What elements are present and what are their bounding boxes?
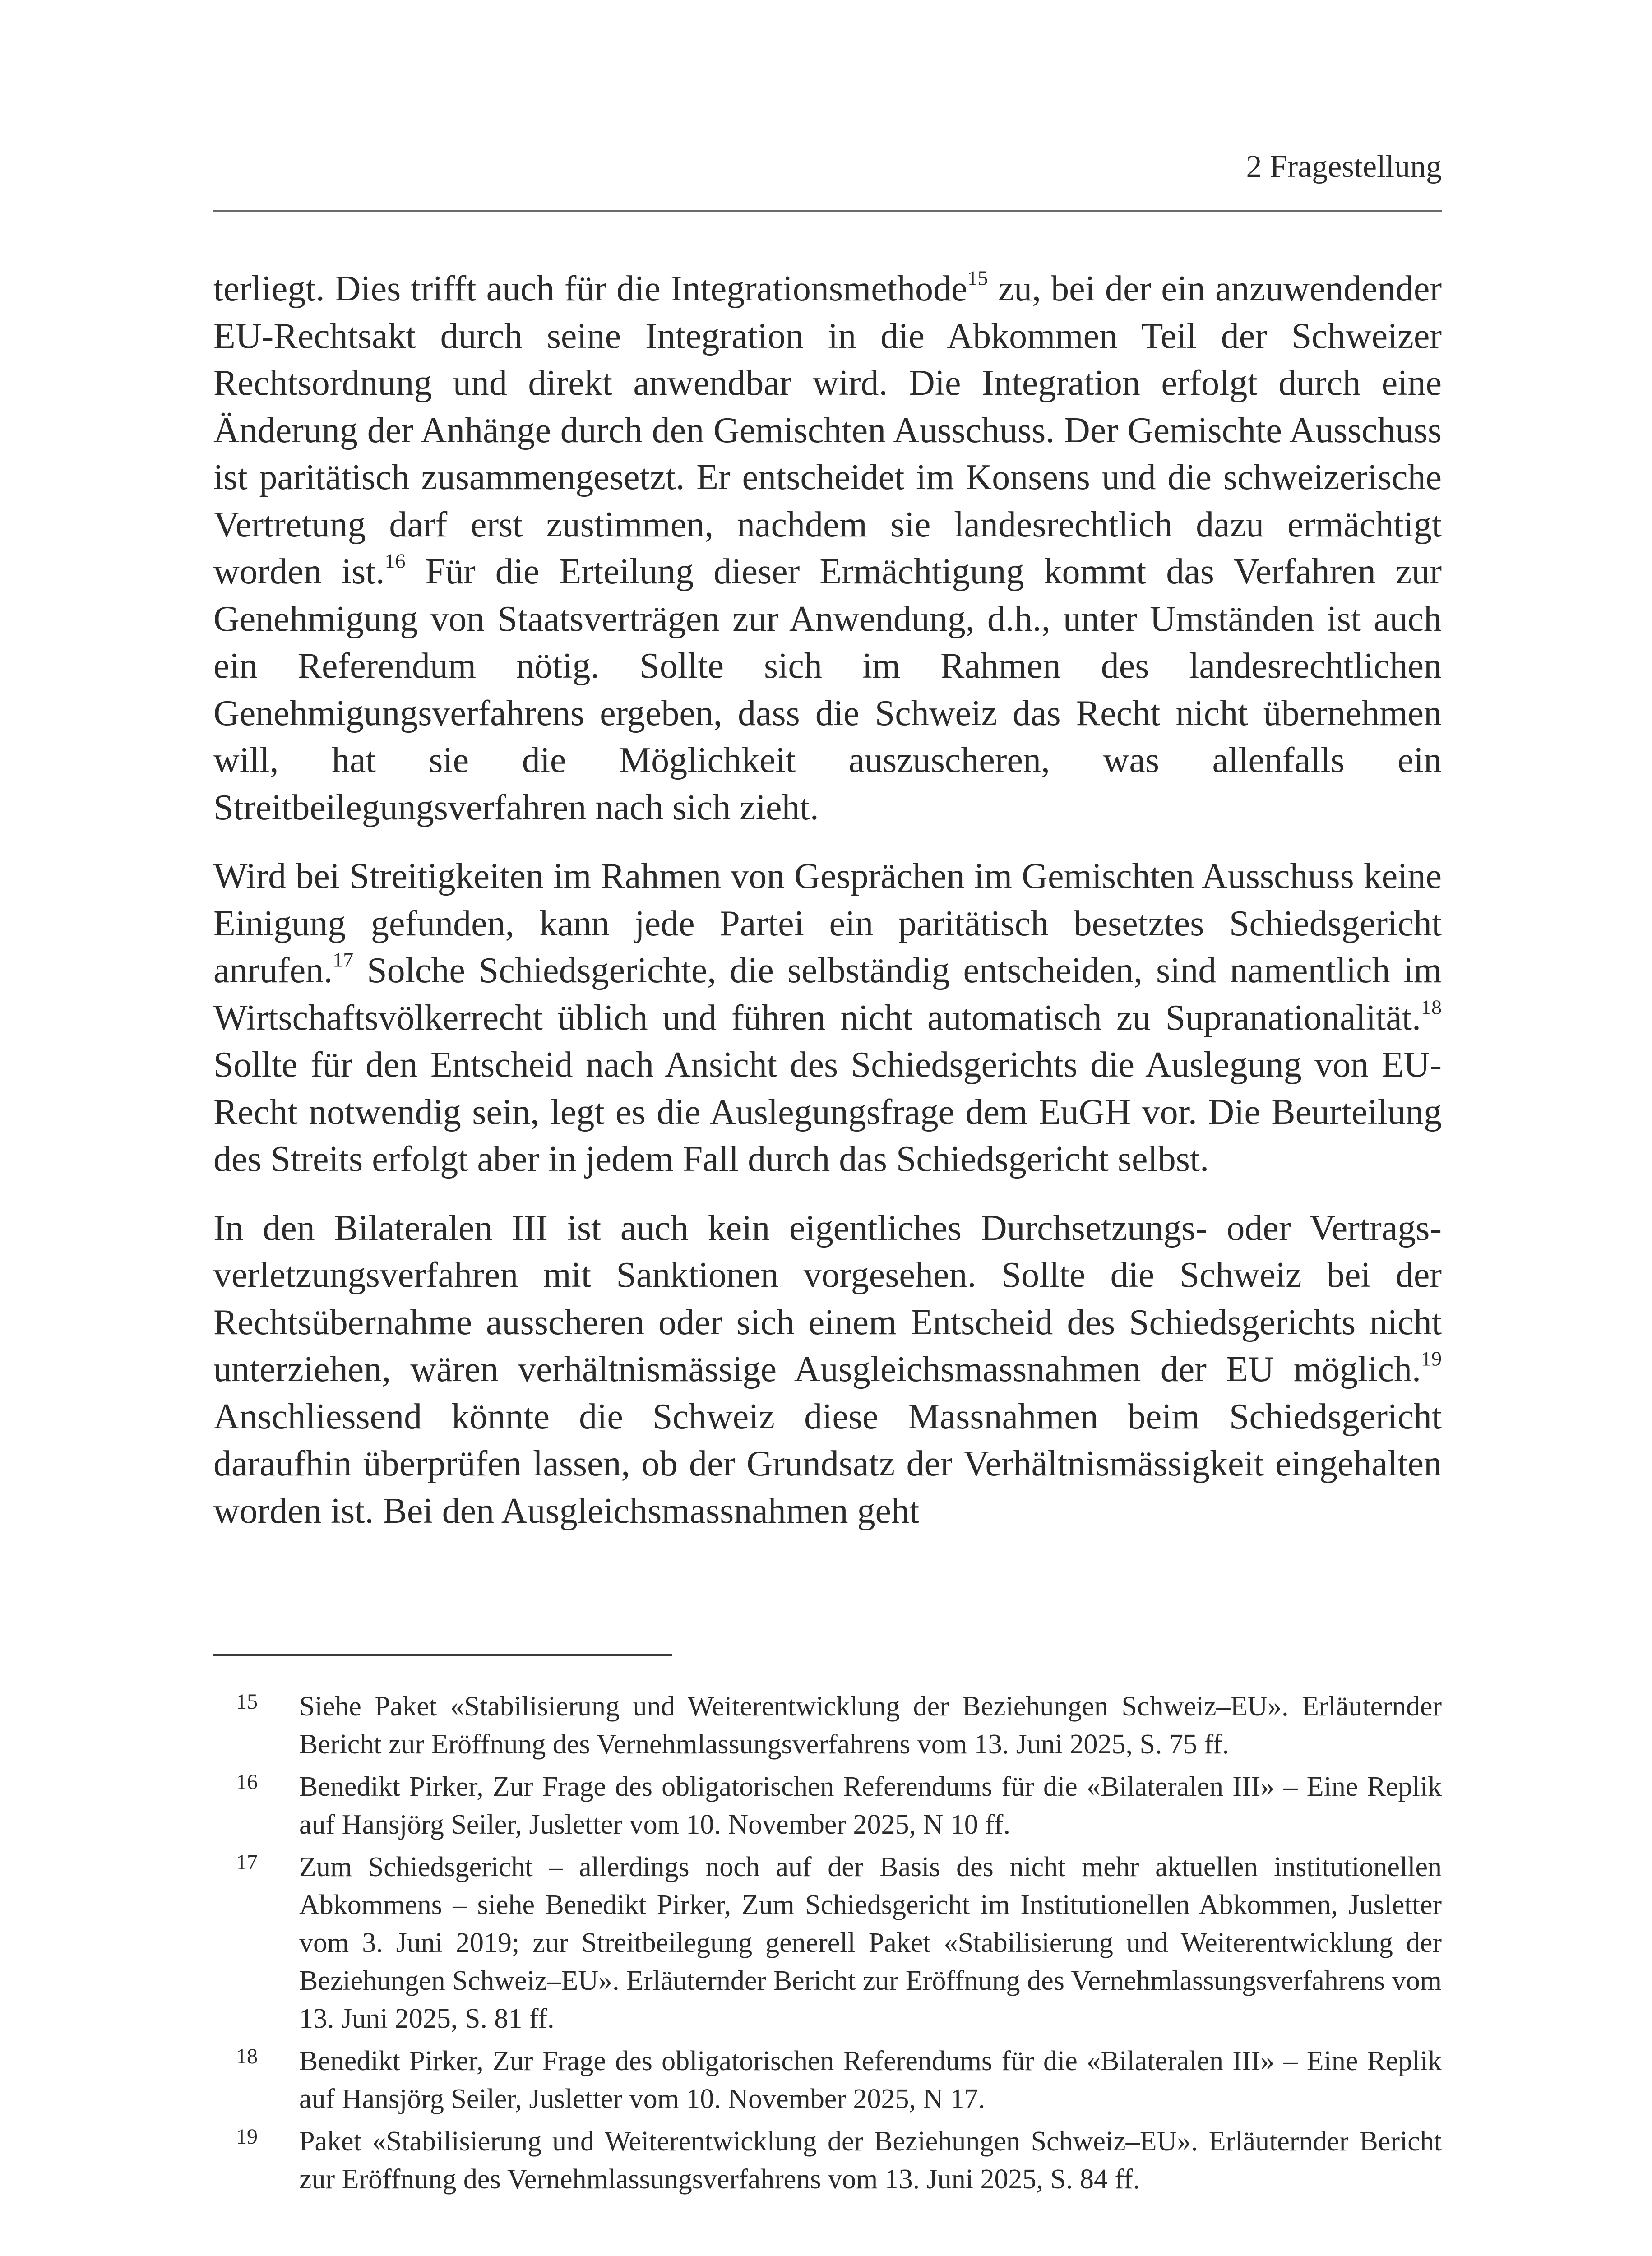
- text-run: zu, bei der ein anzuwendender EU-Rechtsakt durch seine Integration in die Abkommen Teil der Schweizer Rechtsordnung und direkt anwendbar wird. Die Integration erfolgt durch eine Änderung der Anhänge durch den Gemischten Ausschuss. Der Gemischte Ausschuss ist paritätisch zusammengesetzt. Er entscheidet im Konsens und die schweizerische Vertretung darf erst zustimmen, nachdem sie landesrechtlich dazu ermächtigt worden ist.: [213, 269, 1442, 592]
- footnote-number: 16: [236, 1770, 258, 1794]
- running-header: [213, 149, 1442, 185]
- footnote-ref-15[interactable]: 15: [967, 266, 988, 290]
- footnote-text: Paket «Stabilisierung und Weiterentwicklung der Beziehungen Schweiz–EU». Erläuternder Bericht zur Eröffnung des Vernehmlassungsverfahrens vom 13. Juni 2025, S. 84 ff.: [299, 2126, 1442, 2195]
- text-run: Wird bei Streitigkeiten im Rahmen von Gesprächen im Gemischten Ausschuss keine Einigung gefunden, kann jede Partei ein paritätisch besetztes Schiedsgericht anrufen.: [213, 856, 1442, 990]
- footnote-ref-18[interactable]: 18: [1421, 995, 1442, 1018]
- footnote-18: [213, 2042, 1442, 2118]
- footnote-number: 17: [236, 1850, 258, 1874]
- text-run: Anschliessend könnte die Schweiz diese Massnahmen beim Schiedsgericht daraufhin überprüfen lassen, ob der Grundsatz der Verhältnismässigkeit eingehalten worden ist. Bei den Ausgleichsmassnahmen geht: [213, 1396, 1442, 1531]
- footnote-text: Benedikt Pirker, Zur Frage des obligatorischen Referendums für die «Bilateralen III» – Eine Replik auf Hansjörg Seiler, Jusletter vom 10. November 2025, N 10 ff.: [299, 1771, 1442, 1840]
- text-run: In den Bilateralen III ist auch kein eigentliches Durchsetzungs- oder Vertragsverletzungsverfahren mit Sanktionen vorgesehen. Sollte die Schweiz bei der Rechtsübernahme ausscheren oder sich einem Entscheid des Schiedsgerichts nicht unterziehen, wären verhältnismässige Ausgleichsmassnahmen der EU möglich.: [213, 1208, 1442, 1389]
- footnote-text: Benedikt Pirker, Zur Frage des obligatorischen Referendums für die «Bilateralen III» – Eine Replik auf Hansjörg Seiler, Jusletter vom 10. November 2025, N 17.: [299, 2046, 1442, 2114]
- footnote-17: [213, 1848, 1442, 2038]
- footnote-divider: [213, 1654, 672, 1656]
- text-run: Solche Schiedsgerichte, die selbständig entscheiden, sind namentlich im Wirtschaftsvölkerrecht üblich und führen nicht automatisch zu Supranationalität.: [213, 951, 1442, 1038]
- text-run: Sollte für den Entscheid nach Ansicht des Schiedsgerichts die Auslegung von EU-Recht notwendig sein, legt es die Auslegungsfrage dem EuGH vor. Die Beurteilung des Streits erfolgt aber in jedem Fall durch das Schiedsgericht selbst.: [213, 1045, 1442, 1179]
- footnotes: [213, 1687, 1442, 2198]
- footnote-text: Siehe Paket «Stabilisierung und Weiterentwicklung der Beziehungen Schweiz–EU». Erläuternder Bericht zur Eröffnung des Vernehmlassungsverfahrens vom 13. Juni 2025, S. 75 ff.: [299, 1691, 1442, 1760]
- header-divider: [213, 210, 1442, 212]
- text-run: Für die Erteilung dieser Ermächtigung kommt das Verfahren zur Genehmigung von Staatsverträgen zur Anwendung, d.h., unter Umständen ist auch ein Referendum nötig. Sollte sich im Rahmen des landesrechtlichen Genehmigungsverfahrens ergeben, dass die Schweiz das Recht nicht übernehmen will, hat sie die Möglichkeit auszuscheren, was allenfalls ein Streitbeilegungsverfahren nach sich zieht.: [213, 552, 1442, 828]
- text-run: terliegt. Dies trifft auch für die Integrationsmethode: [213, 269, 967, 309]
- body-text: [213, 265, 1442, 1535]
- paragraph-2: [213, 853, 1442, 1183]
- paragraph-3: [213, 1205, 1442, 1535]
- footnote-text: Zum Schiedsgericht – allerdings noch auf der Basis des nicht mehr aktuellen institutionellen Abkommens – siehe Benedikt Pirker, Zum Schiedsgericht im Institutionellen Abkommen, Jusletter vom 3. Juni 2019; zur Streitbeilegung generell Paket «Stabilisierung und Weiterentwicklung der Beziehungen Schweiz–EU». Erläuternder Bericht zur Eröffnung des Vernehmlassungsverfahrens vom 13. Juni 2025, S. 81 ff.: [299, 1852, 1442, 2034]
- footnote-number: 19: [236, 2125, 258, 2149]
- footnote-15: [213, 1687, 1442, 1763]
- footnote-16: [213, 1768, 1442, 1844]
- footnote-ref-19[interactable]: 19: [1421, 1347, 1442, 1370]
- paragraph-1: [213, 265, 1442, 831]
- header-title: 2 Fragestellung: [1246, 149, 1442, 184]
- footnote-number: 15: [236, 1690, 258, 1714]
- footnote-ref-17[interactable]: 17: [333, 948, 354, 971]
- footnote-number: 18: [236, 2044, 258, 2068]
- footnote-19: [213, 2122, 1442, 2198]
- footnote-ref-16[interactable]: 16: [384, 549, 406, 573]
